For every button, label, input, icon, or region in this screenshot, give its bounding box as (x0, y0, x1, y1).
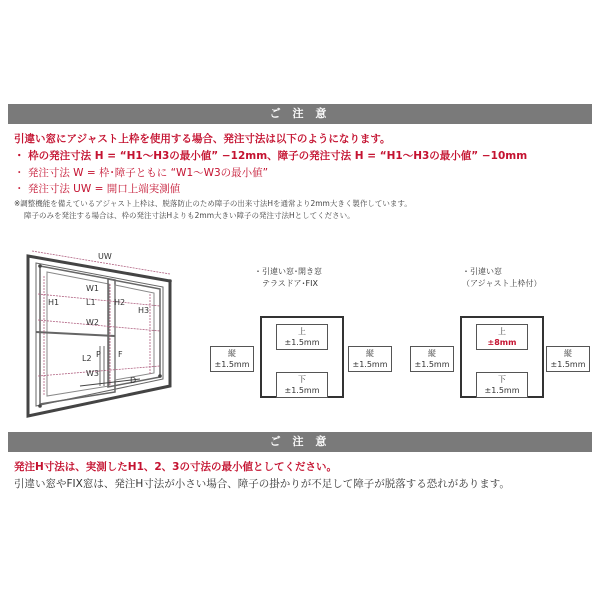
panel-a-top: 上 ±1.5mm (276, 324, 328, 350)
label-f: F (118, 350, 123, 359)
label-h1: H1 (48, 298, 60, 307)
notice2-line-2: 引違い窓やFIX窓は、発注H寸法が小さい場合、障子の掛かりが不足して障子が脱落する恐れがあります。 (14, 478, 510, 490)
panel-b-bottom: 下 ±1.5mm (476, 372, 528, 398)
panel-adjust (410, 266, 590, 416)
window-diagram (20, 236, 200, 426)
panel-b-left: 縦 ±1.5mm (410, 346, 454, 372)
panel-b-right: 縦 ±1.5mm (546, 346, 590, 372)
notice-header-2: ご 注 意 (8, 432, 592, 452)
label-w2: W2 (86, 318, 99, 327)
label-uw: UW (98, 252, 112, 261)
panel-a-caption-2: テラスドア･FIX (262, 279, 318, 288)
label-l2: L2 (82, 354, 92, 363)
panel-a-bottom: 下 ±1.5mm (276, 372, 328, 398)
notice-header: ご 注 意 (8, 104, 592, 124)
notice-line-1: 引違い窓にアジャスト上枠を使用する場合、発注寸法は以下のようになります。 (14, 133, 391, 145)
panel-standard (210, 266, 388, 416)
label-p: P (96, 350, 101, 359)
notice2-line-1: 発注H寸法は、実測したH1、2、3の寸法の最小値としてください。 (14, 461, 337, 473)
window-sketch (20, 236, 200, 426)
notice-line-2: ・ 枠の発注寸法 H = “H1～H3の最小値” −12mm、障子の発注寸法 H = “H1～H3の最小値” −10mm (14, 150, 528, 162)
panel-a-right: 縦 ±1.5mm (348, 346, 392, 372)
panel-b-caption-1: ・引違い窓 (462, 267, 502, 276)
label-h3: H3 (138, 306, 150, 315)
panel-a-left: 縦 ±1.5mm (210, 346, 254, 372)
label-w1: W1 (86, 284, 99, 293)
notice-line-3: ・ 発注寸法 W = 枠･障子ともに “W1～W3の最小値” (14, 167, 269, 179)
footnote-1: ※調整機能を備えているアジャスト上枠は、脱落防止のため障子の出来寸法Hを通常より2mm大きく製作しています。 (14, 199, 412, 208)
label-w3: W3 (86, 369, 99, 378)
label-d: D (130, 376, 137, 385)
panel-b-top: 上 ±8mm (476, 324, 528, 350)
panel-b-caption-2: （アジャスト上枠付） (462, 279, 542, 288)
label-l1: L1 (86, 298, 96, 307)
notice-line-4: ・ 発注寸法 UW = 開口上端実測値 (14, 183, 181, 195)
footnote-2: 障子のみを発注する場合は、枠の発注寸法Hよりも2mm大きい障子の発注寸法Hとしてください。 (24, 211, 355, 220)
label-h2: H2 (114, 298, 126, 307)
panel-a-caption-1: ・引違い窓･開き窓 (254, 267, 322, 276)
